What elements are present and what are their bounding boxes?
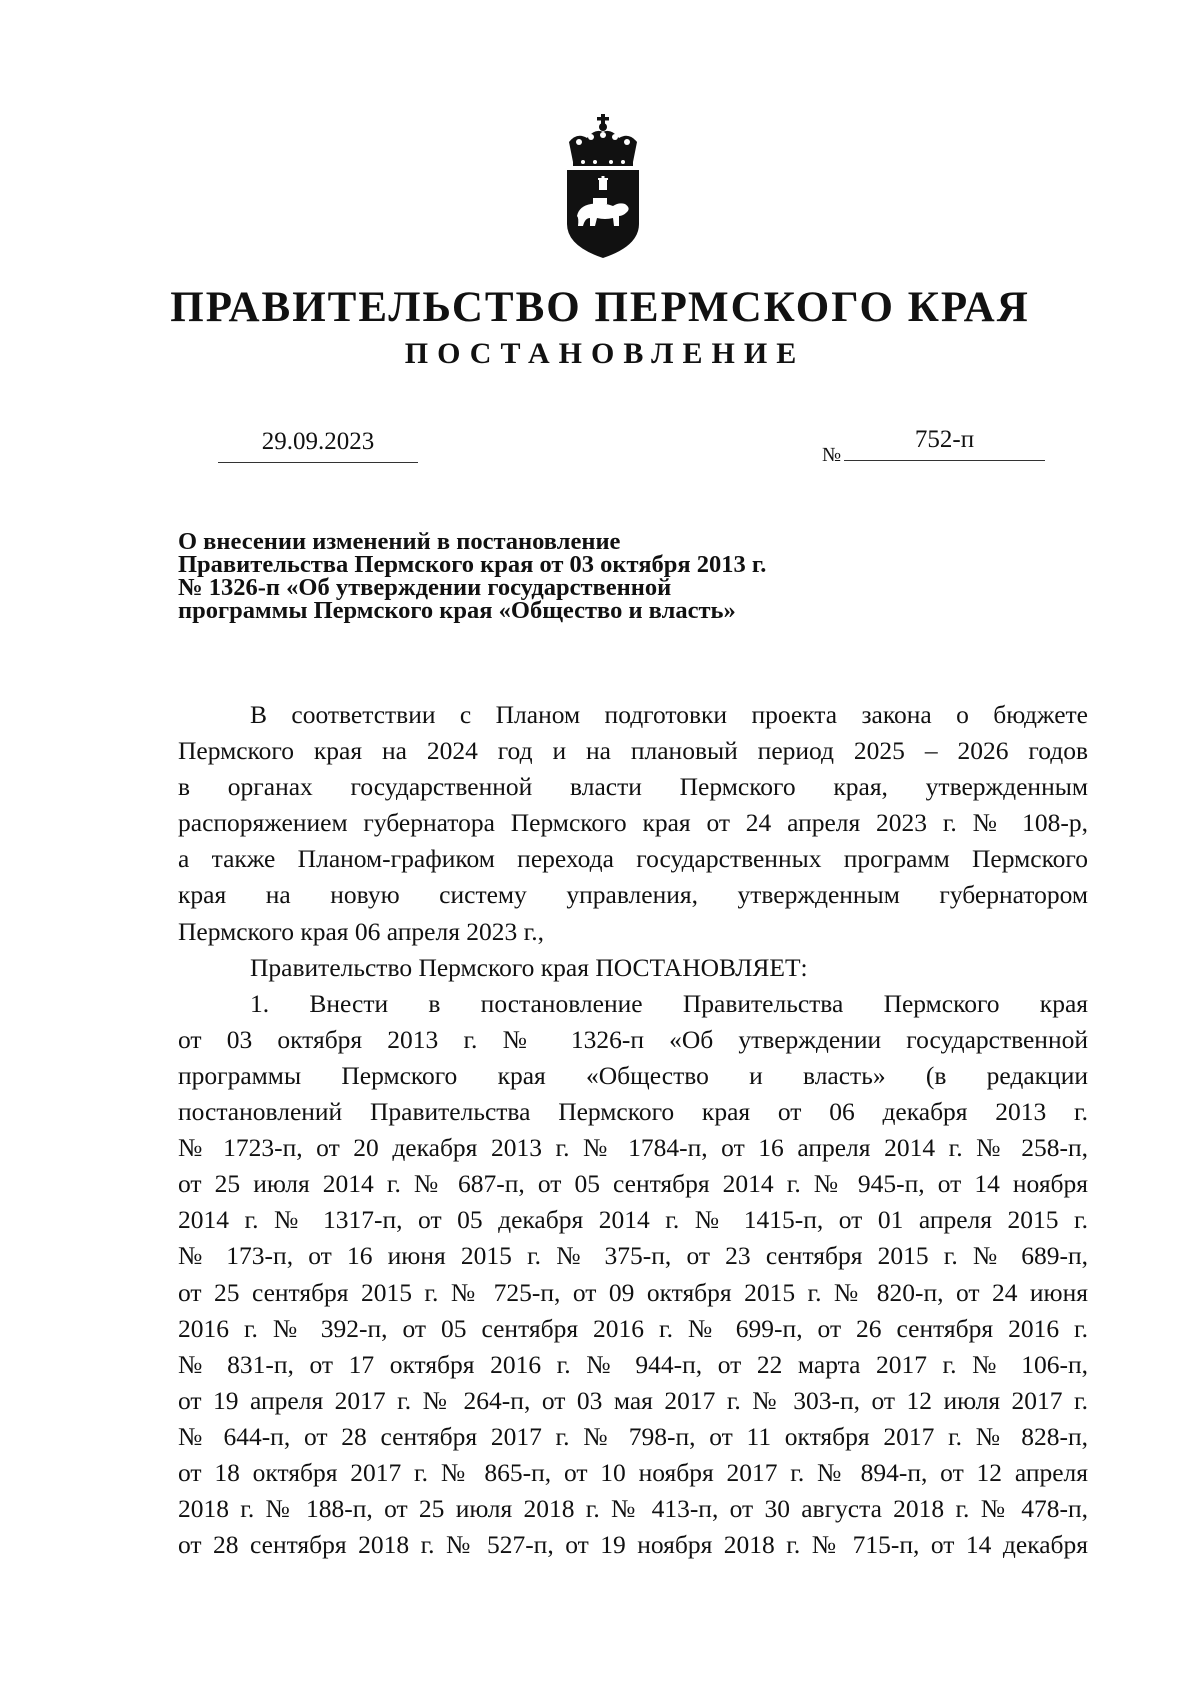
date-underline [218, 462, 418, 463]
number-underline [844, 460, 1045, 461]
document-number: 752-п [914, 426, 975, 453]
document-date: 29.09.2023 [261, 428, 375, 455]
body-line: программы Пермского края «Общество и власть» (в редакции [178, 1060, 1088, 1090]
body-line: от 25 июля 2014 г. № 687-п, от 05 сентября 2014 г. № 945-п, от 14 ноября [178, 1169, 1088, 1199]
body-line: Пермского края 06 апреля 2023 г., [178, 916, 545, 946]
resolve-line: Правительство Пермского края ПОСТАНОВЛЯЕТ: [250, 952, 808, 982]
body-line: от 25 сентября 2015 г. № 725-п, от 09 октября 2015 г. № 820-п, от 24 июня [178, 1277, 1088, 1307]
document-type-title: ПОСТАНОВЛЕНИЕ [404, 337, 806, 370]
body-line: от 18 октября 2017 г. № 865-п, от 10 ноября 2017 г. № 894-п, от 12 апреля [178, 1457, 1088, 1487]
body-line: Пермского края на 2024 год и на плановый период 2025 – 2026 годов [178, 736, 1088, 766]
body-line: от 03 октября 2013 г. № 1326-п «Об утверждении государственной [178, 1024, 1088, 1054]
subject-line: Правительства Пермского края от 03 октября 2013 г. [178, 551, 767, 578]
body-line: В соответствии с Планом подготовки проекта закона о бюджете [250, 700, 1088, 729]
body-line: № 1723-п, от 20 декабря 2013 г. № 1784-п, от 16 апреля 2014 г. № 258-п, [178, 1133, 1088, 1163]
body-line: а также Планом-графиком перехода государственных программ Пермского [178, 844, 1088, 874]
body-line: от 19 апреля 2017 г. № 264-п, от 03 мая 2017 г. № 303-п, от 12 июля 2017 г. [178, 1385, 1088, 1415]
perm-krai-coat-of-arms-icon [563, 112, 643, 262]
document-body [178, 697, 1088, 1563]
body-line: 2016 г. № 392-п, от 05 сентября 2016 г. № 699-п, от 26 сентября 2016 г. [178, 1313, 1088, 1343]
subject-line: № 1326-п «Об утверждении государственной [178, 574, 672, 601]
body-line: 2014 г. № 1317-п, от 05 декабря 2014 г. № 1415-п, от 01 апреля 2015 г. [178, 1205, 1088, 1235]
date-field [218, 428, 418, 463]
body-line: постановлений Правительства Пермского края от 06 декабря 2013 г. [178, 1097, 1088, 1127]
body-line: в органах государственной власти Пермского края, утвержденным [178, 772, 1088, 802]
body-line: 2018 г. № 188-п, от 25 июля 2018 г. № 413-п, от 30 августа 2018 г. № 478-п, [178, 1494, 1088, 1524]
organization-title: ПРАВИТЕЛЬСТВО ПЕРМСКОГО КРАЯ [170, 284, 1030, 331]
subject-line: О внесении изменений в постановление [178, 528, 621, 555]
body-line: № 831-п, от 17 октября 2016 г. № 944-п, от 22 марта 2017 г. № 106-п, [178, 1349, 1088, 1379]
coat-of-arms-emblem [563, 112, 643, 262]
body-line: края на новую систему управления, утвержденным губернатором [178, 880, 1088, 910]
body-line: от 28 сентября 2018 г. № 527-п, от 19 ноября 2018 г. № 715-п, от 14 декабря [178, 1530, 1088, 1560]
body-line: № 173-п, от 16 июня 2015 г. № 375-п, от 23 сентября 2015 г. № 689-п, [178, 1241, 1088, 1271]
number-field [822, 426, 1045, 466]
body-line: № 644-п, от 28 сентября 2017 г. № 798-п, от 11 октября 2017 г. № 828-п, [178, 1421, 1088, 1451]
subject-line: программы Пермского края «Общество и власть» [178, 597, 736, 624]
document-subject [178, 530, 766, 622]
body-line: распоряжением губернатора Пермского края от 24 апреля 2023 г. № 108-р, [178, 808, 1088, 838]
number-sign: № [822, 444, 842, 466]
body-line: 1. Внести в постановление Правительства Пермского края [250, 988, 1088, 1018]
